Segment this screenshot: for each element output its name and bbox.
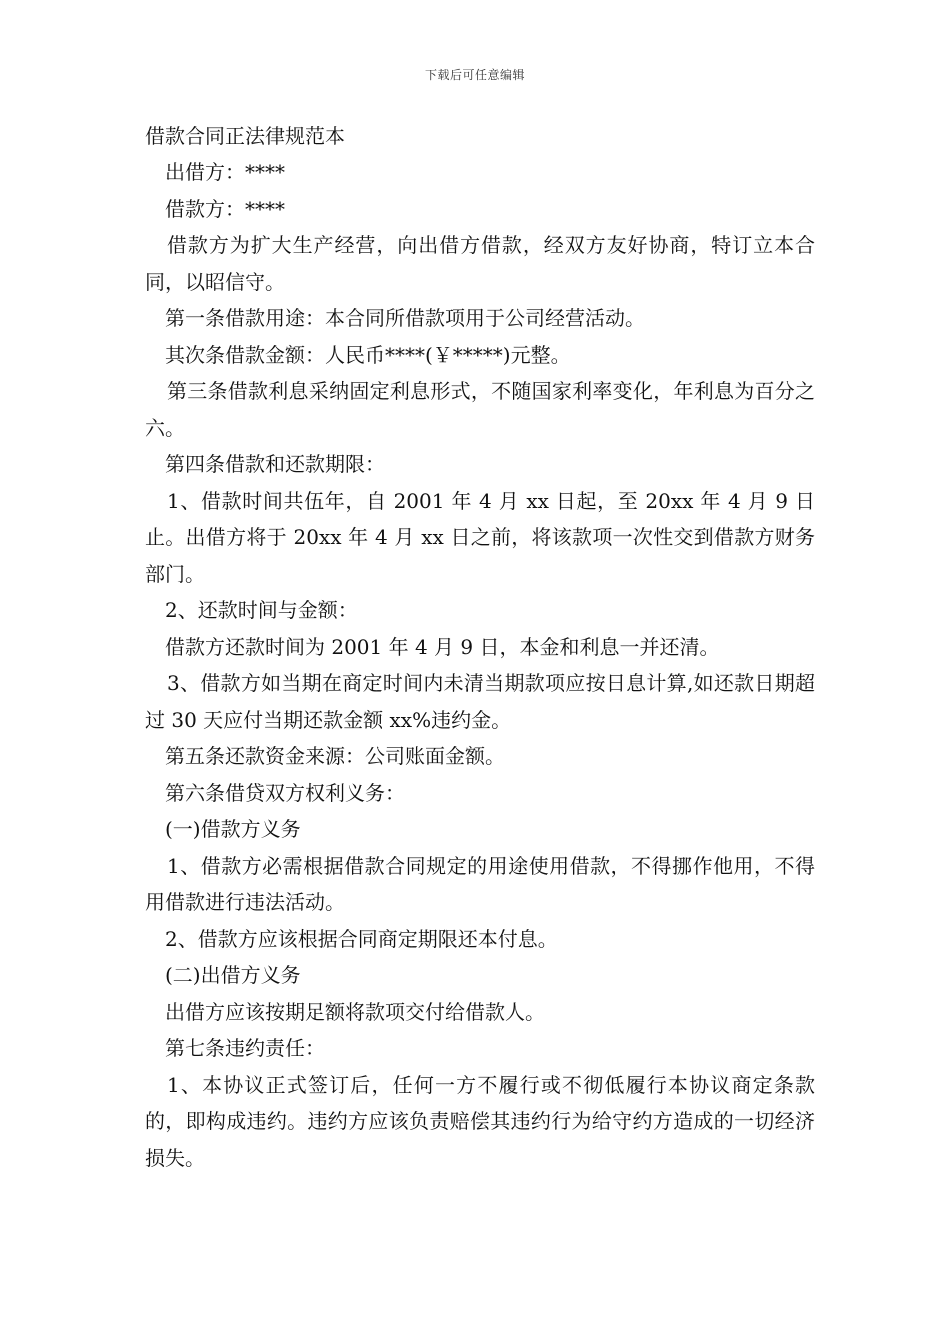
- paragraph: 第五条还款资金来源：公司账面金额。: [165, 744, 505, 768]
- paragraph: 出借方：****: [165, 160, 285, 184]
- paragraph: 1、借款时间共伍年，自 2001 年 4 月 xx 日起，至 20xx 年 4 月 9 日止。出借方将于 20xx 年 4 月 xx 日之前，将该款项一次性交到借款方财务部门。: [145, 488, 815, 586]
- page-header-note: 下载后可任意编辑: [424, 68, 525, 82]
- paragraph: 2、还款时间与金额：: [165, 598, 358, 622]
- document-body: [145, 118, 815, 1176]
- paragraph: 第一条借款用途：本合同所借款项用于公司经营活动。: [165, 306, 645, 330]
- paragraph: 借款方：****: [165, 196, 285, 221]
- paragraph: 其次条借款金额：人民币****(￥*****)元整。: [165, 342, 571, 367]
- paragraph: 出借方应该按期足额将款项交付给借款人。: [165, 999, 545, 1024]
- paragraph: 第三条借款利息采纳固定利息形式，不随国家利率变化，年利息为百分之六。: [145, 379, 815, 440]
- paragraph: 3、借款方如当期在商定时间内未清当期款项应按日息计算,如还款日期超过 30 天应付当期还款金额 xx%违约金。: [145, 671, 815, 732]
- document-title: 借款合同正法律规范本: [145, 124, 345, 148]
- paragraph-list: [145, 154, 815, 1176]
- paragraph: 第七条违约责任：: [165, 1036, 325, 1060]
- paragraph: 第六条借贷双方权利义务：: [165, 780, 405, 805]
- paragraph: 借款方还款时间为 2001 年 4 月 9 日，本金和利息一并还清。: [165, 634, 720, 659]
- paragraph: 1、借款方必需根据借款合同规定的用途使用借款，不得挪作他用，不得用借款进行违法活动。: [145, 853, 815, 914]
- paragraph: 2、借款方应该根据合同商定期限还本付息。: [165, 926, 558, 951]
- paragraph: 1、本协议正式签订后，任何一方不履行或不彻低履行本协议商定条款的，即构成违约。违约方应该负责赔偿其违约行为给守约方造成的一切经济损失。: [145, 1072, 815, 1170]
- paragraph: (一)借款方义务: [165, 817, 301, 841]
- paragraph: (二)出借方义务: [165, 963, 301, 987]
- paragraph: 借款方为扩大生产经营，向出借方借款，经双方友好协商，特订立本合同，以昭信守。: [145, 233, 815, 294]
- paragraph: 第四条借款和还款期限：: [165, 452, 385, 476]
